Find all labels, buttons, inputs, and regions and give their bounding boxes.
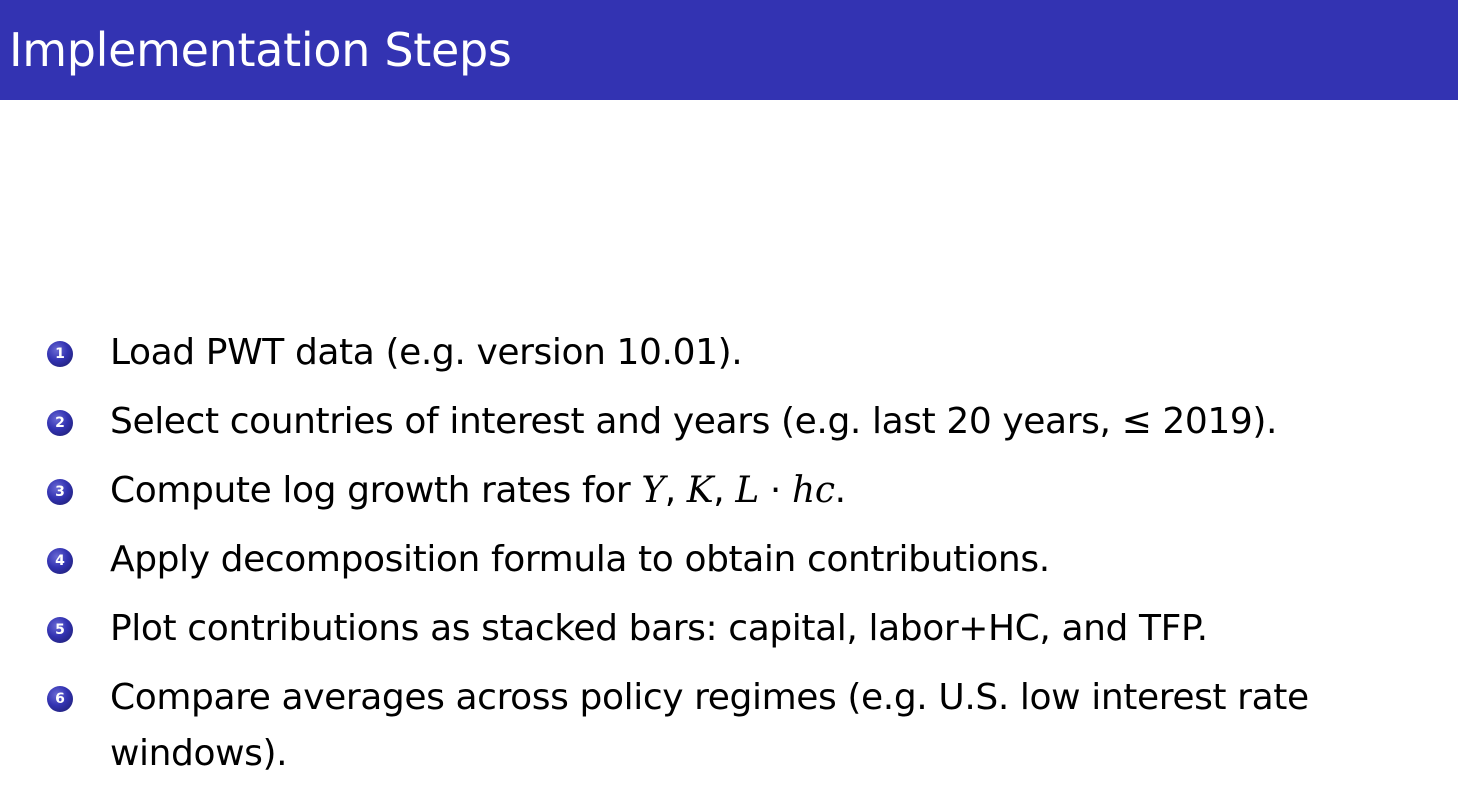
step-number-badge: 3 xyxy=(47,479,73,505)
step-text: Select countries of interest and years (e.g. last 20 years, ≤ 2019). xyxy=(110,401,1278,442)
step-number-badge: 4 xyxy=(47,548,73,574)
step-text: Load PWT data (e.g. version 10.01). xyxy=(110,332,743,373)
step-text-prefix: Compute log growth rates for xyxy=(110,470,642,511)
title-bar xyxy=(0,0,1458,100)
step-text-line-1: Compare averages across policy regimes (e.g. U.S. low interest rate xyxy=(110,677,1309,718)
step-text-suffix: . xyxy=(834,470,846,511)
slide-title: Implementation Steps xyxy=(9,23,512,77)
math-variable-hc: hc xyxy=(792,470,835,511)
math-separator: , xyxy=(664,470,687,511)
math-variable-l: L xyxy=(735,470,759,511)
math-variable-y: Y xyxy=(641,470,665,511)
step-text xyxy=(110,463,1440,519)
step-number-badge: 6 xyxy=(47,686,73,712)
step-number-badge: 1 xyxy=(47,341,73,367)
math-variable-k: K xyxy=(686,470,714,511)
step-text: Plot contributions as stacked bars: capital, labor+HC, and TFP. xyxy=(110,608,1208,649)
math-separator: , xyxy=(713,470,736,511)
step-number-badge: 2 xyxy=(47,410,73,436)
step-number-badge: 5 xyxy=(47,617,73,643)
step-text: Apply decomposition formula to obtain contributions. xyxy=(110,539,1050,580)
step-text xyxy=(110,670,1440,782)
math-dot-operator: · xyxy=(758,470,793,511)
step-text-line-2: windows). xyxy=(110,733,288,774)
